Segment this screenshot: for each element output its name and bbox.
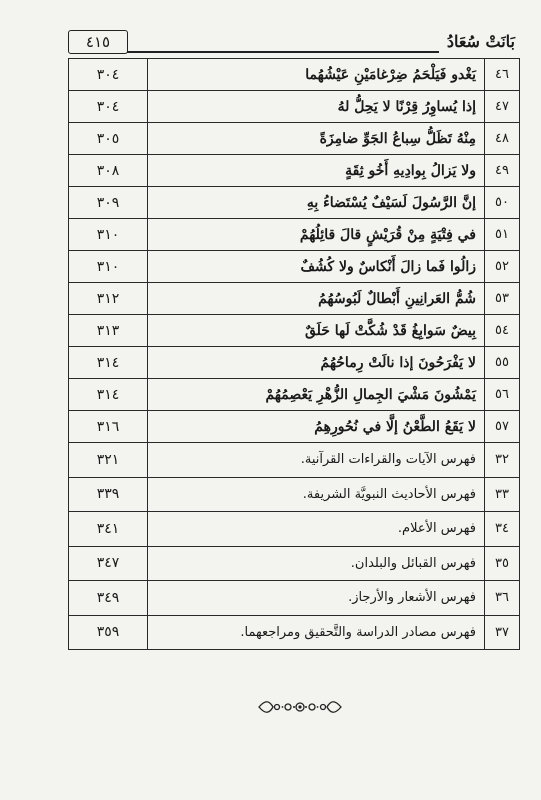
row-verse: في فِتْيَةٍ مِنْ قُرَيْشٍ قالَ قائِلُهُمْ <box>148 219 485 251</box>
decorative-ornament-icon <box>255 697 345 717</box>
row-number: ٤٦ <box>485 59 520 91</box>
row-verse: يَغْدو فَيَلْحَمُ ضِرْغامَيْنِ عَيْشُهُما <box>148 59 485 91</box>
running-title: بَانَتْ سُعَادُ <box>439 30 515 54</box>
row-number: ٣٧ <box>485 615 520 650</box>
table-row <box>69 581 520 616</box>
row-page: ٣٠٥ <box>69 123 148 155</box>
row-number: ٣٥ <box>485 546 520 581</box>
row-page: ٣٠٤ <box>69 91 148 123</box>
table-row <box>69 411 520 443</box>
row-verse: شُمُّ العَرانِينِ أَبْطالٌ لَبُوسُهُمُ <box>148 283 485 315</box>
table-row <box>69 315 520 347</box>
row-page: ٣٢١ <box>69 443 148 478</box>
row-verse: ولا يَزالُ بِوادِيهِ أَخُو ثِقَةٍ <box>148 155 485 187</box>
row-page: ٣١٢ <box>69 283 148 315</box>
row-number: ٥١ <box>485 219 520 251</box>
row-page: ٣٠٤ <box>69 59 148 91</box>
table-row <box>69 283 520 315</box>
table-row <box>69 443 520 478</box>
row-number: ٥٥ <box>485 347 520 379</box>
row-verse: بِيضٌ سَوابِغُ قَدْ شُكَّتْ لَها حَلَقٌ <box>148 315 485 347</box>
table-row <box>69 219 520 251</box>
row-number: ٥٢ <box>485 251 520 283</box>
row-verse: مِنْهُ تَظَلُّ سِباعُ الجَوِّ ضامِزَةً <box>148 123 485 155</box>
row-number: ٣٤ <box>485 512 520 547</box>
table-row <box>69 379 520 411</box>
row-page: ٣١٠ <box>69 251 148 283</box>
row-page: ٣١٦ <box>69 411 148 443</box>
page-header <box>68 30 515 56</box>
row-index-title: فهرس مصادر الدراسة والتَّحقيق ومراجعهما. <box>148 615 485 650</box>
row-verse: يَمْشُونَ مَشْيَ الجِمالِ الزُّهْرِ يَعْصِمُهُمْ <box>148 379 485 411</box>
row-index-title: فهرس الأعلام. <box>148 512 485 547</box>
row-page: ٣٤٧ <box>69 546 148 581</box>
table-row <box>69 91 520 123</box>
row-number: ٤٩ <box>485 155 520 187</box>
row-page: ٣٤١ <box>69 512 148 547</box>
row-page: ٣١٤ <box>69 347 148 379</box>
row-number: ٥٤ <box>485 315 520 347</box>
row-number: ٣٦ <box>485 581 520 616</box>
table-row <box>69 512 520 547</box>
row-number: ٤٧ <box>485 91 520 123</box>
row-index-title: فهرس الأحاديث النبويَّة الشريفة. <box>148 477 485 512</box>
contents-table <box>68 58 520 650</box>
row-number: ٣٣ <box>485 477 520 512</box>
table-row <box>69 59 520 91</box>
table-row <box>69 251 520 283</box>
row-page: ٣٠٩ <box>69 187 148 219</box>
row-page: ٣٣٩ <box>69 477 148 512</box>
table-row <box>69 187 520 219</box>
row-number: ٣٢ <box>485 443 520 478</box>
table-row <box>69 155 520 187</box>
row-index-title: فهرس الآيات والقراءات القرآنية. <box>148 443 485 478</box>
table-row <box>69 615 520 650</box>
row-number: ٥٣ <box>485 283 520 315</box>
table-row <box>69 347 520 379</box>
row-verse: إنَّ الرَّسُولَ لَسَيْفٌ يُسْتَضاءُ بِهِ <box>148 187 485 219</box>
row-page: ٣٠٨ <box>69 155 148 187</box>
page-number: ٤١٥ <box>68 30 128 54</box>
table-row <box>69 546 520 581</box>
row-verse: إذا يُساوِرُ قِرْنًا لا يَحِلُّ لهُ <box>148 91 485 123</box>
row-index-title: فهرس القبائل والبلدان. <box>148 546 485 581</box>
row-page: ٣١٣ <box>69 315 148 347</box>
table-row <box>69 477 520 512</box>
row-number: ٤٨ <box>485 123 520 155</box>
row-page: ٣٤٩ <box>69 581 148 616</box>
row-number: ٥٧ <box>485 411 520 443</box>
row-page: ٣١٤ <box>69 379 148 411</box>
row-number: ٥٦ <box>485 379 520 411</box>
table-row <box>69 123 520 155</box>
row-verse: زالُوا فَما زالَ أَنْكاسٌ ولا كُشُفٌ <box>148 251 485 283</box>
row-verse: لا يَفْرَحُونَ إذا نالَتْ رِماحُهُمُ <box>148 347 485 379</box>
row-page: ٣٥٩ <box>69 615 148 650</box>
row-index-title: فهرس الأشعار والأرجاز. <box>148 581 485 616</box>
row-verse: لا يَقَعُ الطَّعْنُ إلَّا في نُحُورِهِمُ <box>148 411 485 443</box>
row-number: ٥٠ <box>485 187 520 219</box>
row-page: ٣١٠ <box>69 219 148 251</box>
